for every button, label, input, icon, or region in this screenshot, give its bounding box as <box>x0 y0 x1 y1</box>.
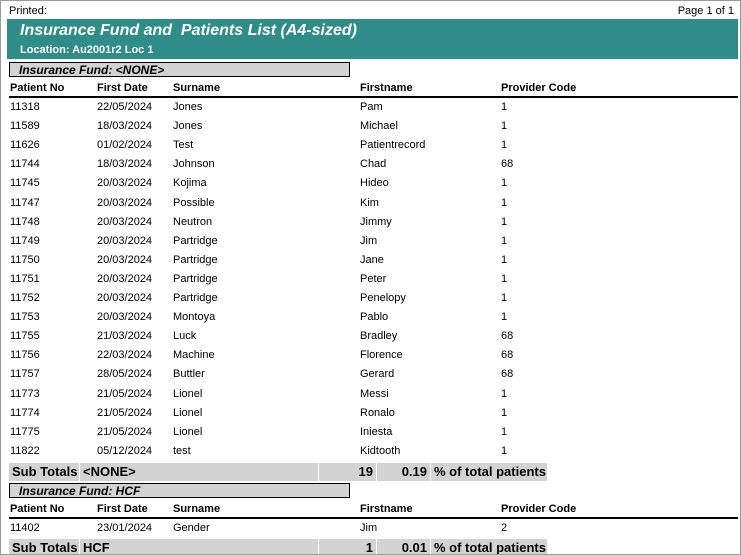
patient-row <box>9 98 738 117</box>
cell-provider-code: 1 <box>501 120 508 133</box>
column-header-first-date: First Date <box>97 503 148 515</box>
cell-surname: Test <box>173 139 194 152</box>
patient-row <box>9 136 738 155</box>
cell-patient-no: 11749 <box>10 234 40 247</box>
cell-patient-no: 11626 <box>10 139 40 152</box>
cell-surname: Montoya <box>173 311 216 324</box>
cell-first-date: 20/03/2024 <box>97 253 153 266</box>
cell-surname: Lionel <box>173 406 203 419</box>
cell-firstname: Ronalo <box>360 406 395 419</box>
cell-provider-code: 1 <box>501 177 508 190</box>
subtotal-text: % of total patients <box>431 539 547 555</box>
cell-firstname: Kidtooth <box>360 444 401 457</box>
cell-patient-no: 11755 <box>10 330 40 343</box>
cell-first-date: 20/03/2024 <box>97 234 153 247</box>
location-label: Location: Au2001r2 Loc 1 <box>20 44 154 56</box>
cell-firstname: Chad <box>360 158 387 171</box>
cell-first-date: 28/05/2024 <box>97 368 153 381</box>
cell-first-date: 20/03/2024 <box>97 177 153 190</box>
cell-firstname: Florence <box>360 349 403 362</box>
subtotal-row <box>9 463 738 481</box>
cell-firstname: Kim <box>360 196 379 209</box>
cell-first-date: 21/05/2024 <box>97 387 153 400</box>
cell-firstname: Jane <box>360 253 384 266</box>
cell-first-date: 05/12/2024 <box>97 444 153 457</box>
cell-provider-code: 1 <box>501 234 508 247</box>
subtotal-label: Sub Totals <box>9 539 79 555</box>
patient-row <box>9 289 738 308</box>
cell-first-date: 23/01/2024 <box>97 522 153 534</box>
column-header-firstname: Firstname <box>360 82 413 94</box>
column-header-patient-no: Patient No <box>10 503 65 515</box>
column-headers <box>9 502 738 519</box>
patient-row <box>9 365 738 384</box>
cell-surname: Kojima <box>173 177 207 190</box>
cell-provider-code: 1 <box>501 253 508 266</box>
cell-surname: Johnson <box>173 158 215 171</box>
cell-firstname: Peter <box>360 272 387 285</box>
column-header-surname: Surname <box>173 82 221 94</box>
cell-patient-no: 11753 <box>10 311 40 324</box>
cell-first-date: 20/03/2024 <box>97 196 153 209</box>
fund-group-header: Insurance Fund: <NONE> <box>9 62 350 77</box>
cell-firstname: Jim <box>360 234 378 247</box>
page-number: Page 1 of 1 <box>677 5 734 17</box>
cell-surname: Lionel <box>173 387 203 400</box>
cell-first-date: 22/03/2024 <box>97 349 153 362</box>
cell-surname: Jones <box>173 120 203 133</box>
cell-patient-no: 11756 <box>10 349 40 362</box>
cell-provider-code: 1 <box>501 387 508 400</box>
cell-firstname: Michael <box>360 120 398 133</box>
cell-surname: Partridge <box>173 272 218 285</box>
cell-provider-code: 68 <box>501 368 514 381</box>
subtotal-text: % of total patients <box>431 463 547 481</box>
cell-surname: Buttler <box>173 368 205 381</box>
cell-surname: Partridge <box>173 234 218 247</box>
cell-firstname: Pablo <box>360 311 389 324</box>
patient-row <box>9 270 738 289</box>
page-header <box>9 5 734 19</box>
patient-row <box>9 232 738 251</box>
cell-patient-no: 11775 <box>10 425 40 438</box>
cell-first-date: 20/03/2024 <box>97 311 153 324</box>
cell-firstname: Gerard <box>360 368 395 381</box>
cell-patient-no: 11751 <box>10 272 40 285</box>
cell-provider-code: 1 <box>501 444 508 457</box>
patient-row <box>9 423 738 442</box>
cell-surname: Jones <box>173 101 203 113</box>
fund-group-header: Insurance Fund: HCF <box>9 483 350 498</box>
column-header-patient-no: Patient No <box>10 82 65 94</box>
subtotal-row <box>9 539 738 555</box>
cell-patient-no: 11750 <box>10 253 40 266</box>
column-header-firstname: Firstname <box>360 503 413 515</box>
cell-patient-no: 11773 <box>10 387 40 400</box>
cell-provider-code: 1 <box>501 406 508 419</box>
subtotal-name: HCF <box>80 539 318 555</box>
cell-surname: Possible <box>173 196 215 209</box>
cell-first-date: 22/05/2024 <box>97 101 153 113</box>
patient-row <box>9 213 738 232</box>
cell-first-date: 18/03/2024 <box>97 120 153 133</box>
patient-row <box>9 346 738 365</box>
patient-row <box>9 155 738 174</box>
cell-patient-no: 11747 <box>10 196 40 209</box>
column-header-surname: Surname <box>173 503 221 515</box>
patient-row <box>9 327 738 346</box>
column-headers <box>9 81 738 98</box>
cell-patient-no: 11402 <box>10 522 40 534</box>
cell-patient-no: 11757 <box>10 368 40 381</box>
cell-firstname: Bradley <box>360 330 398 343</box>
cell-provider-code: 1 <box>501 215 508 228</box>
cell-surname: Partridge <box>173 292 218 304</box>
patient-row <box>9 404 738 423</box>
cell-first-date: 20/03/2024 <box>97 215 153 228</box>
patient-row <box>9 308 738 327</box>
cell-firstname: Patientrecord <box>360 139 426 152</box>
cell-patient-no: 11748 <box>10 215 40 228</box>
cell-surname: test <box>173 444 191 457</box>
cell-first-date: 18/03/2024 <box>97 158 153 171</box>
cell-firstname: Hideo <box>360 177 389 190</box>
cell-first-date: 20/03/2024 <box>97 292 153 304</box>
cell-provider-code: 68 <box>501 158 514 171</box>
patient-row <box>9 385 738 404</box>
subtotal-label: Sub Totals <box>9 463 79 481</box>
patient-row <box>9 174 738 193</box>
cell-first-date: 01/02/2024 <box>97 139 153 152</box>
cell-firstname: Pam <box>360 101 383 113</box>
cell-patient-no: 11774 <box>10 406 40 419</box>
cell-first-date: 21/05/2024 <box>97 406 153 419</box>
cell-patient-no: 11744 <box>10 158 40 171</box>
cell-surname: Machine <box>173 349 215 362</box>
cell-provider-code: 1 <box>501 292 508 304</box>
patient-row <box>9 251 738 270</box>
cell-provider-code: 1 <box>501 101 508 113</box>
cell-provider-code: 1 <box>501 272 508 285</box>
cell-patient-no: 11589 <box>10 120 40 133</box>
printed-label: Printed: <box>9 5 47 17</box>
cell-surname: Gender <box>173 522 210 534</box>
cell-provider-code: 1 <box>501 196 508 209</box>
cell-firstname: Messi <box>360 387 389 400</box>
subtotal-percent: 0.19 <box>377 463 430 481</box>
cell-provider-code: 2 <box>501 522 508 534</box>
report-banner <box>7 19 738 59</box>
cell-surname: Luck <box>173 330 197 343</box>
cell-patient-no: 11822 <box>10 444 40 457</box>
cell-surname: Partridge <box>173 253 218 266</box>
cell-first-date: 20/03/2024 <box>97 272 153 285</box>
cell-first-date: 21/05/2024 <box>97 425 153 438</box>
subtotal-percent: 0.01 <box>377 539 430 555</box>
cell-surname: Lionel <box>173 425 203 438</box>
patient-row <box>9 442 738 461</box>
cell-provider-code: 68 <box>501 330 514 343</box>
cell-first-date: 21/03/2024 <box>97 330 153 343</box>
cell-firstname: Iniesta <box>360 425 393 438</box>
cell-provider-code: 1 <box>501 425 508 438</box>
cell-provider-code: 1 <box>501 139 508 152</box>
cell-patient-no: 11745 <box>10 177 40 190</box>
cell-provider-code: 68 <box>501 349 514 362</box>
report-title: Insurance Fund and Patients List (A4-sized) <box>20 22 357 39</box>
cell-patient-no: 11318 <box>10 101 40 113</box>
patient-row <box>9 117 738 136</box>
column-header-provider-code: Provider Code <box>501 82 577 94</box>
cell-firstname: Penelopy <box>360 292 406 304</box>
subtotal-count: 1 <box>319 539 376 555</box>
cell-patient-no: 11752 <box>10 292 40 304</box>
column-header-first-date: First Date <box>97 82 148 94</box>
cell-firstname: Jim <box>360 522 378 534</box>
patient-row <box>9 519 738 538</box>
cell-surname: Neutron <box>173 215 213 228</box>
cell-firstname: Jimmy <box>360 215 392 228</box>
column-header-provider-code: Provider Code <box>501 503 577 515</box>
subtotal-count: 19 <box>319 463 376 481</box>
cell-provider-code: 1 <box>501 311 508 324</box>
subtotal-name: <NONE> <box>80 463 318 481</box>
patient-row <box>9 194 738 213</box>
